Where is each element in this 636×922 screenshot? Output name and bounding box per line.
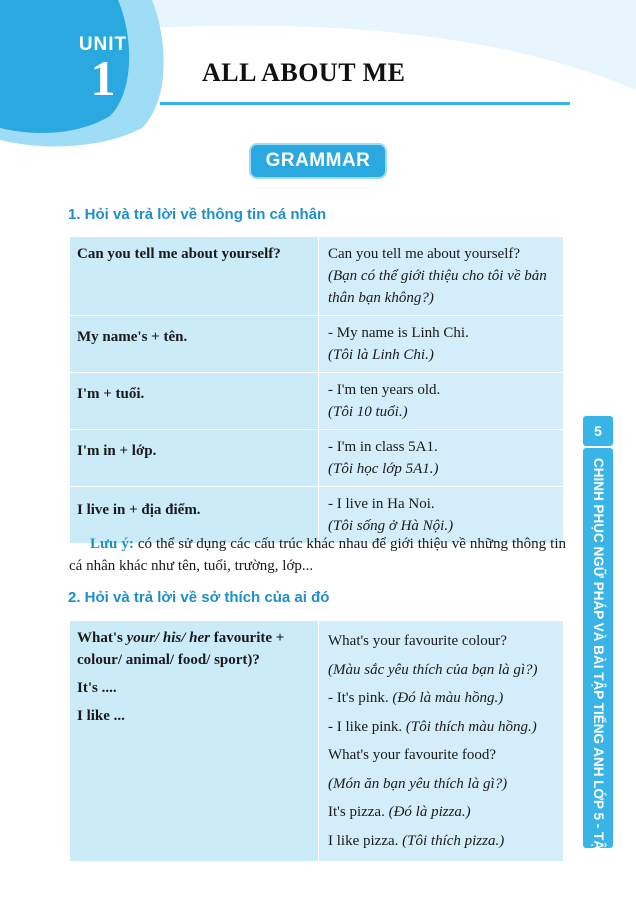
- example-part: I like pizza.: [328, 832, 403, 849]
- example-cell: [319, 621, 564, 862]
- example-text: What's your favourite food?: [328, 747, 497, 763]
- translation-text: (Bạn có thể giới thiệu cho tôi về bản thân bạn không?): [328, 268, 547, 306]
- unit-title: ALL ABOUT ME: [202, 58, 406, 87]
- note-text: có thể sử dụng các cấu trúc khác nhau để giới thiệu về những thông tin cá nhân khác như tên, tuổi, trường, lớp...: [69, 536, 566, 574]
- table-row: [70, 621, 564, 862]
- structure-text: [77, 627, 311, 671]
- structure-text: My name's + tên.: [77, 329, 188, 345]
- unit-number: 1: [90, 50, 116, 106]
- book-title-vertical: CHINH PHỤC NGỮ PHÁP VÀ BÀI TẬP TIẾNG ANH LỚP 5 - TẬP 1: [591, 458, 606, 871]
- translation-text: (Tôi học lớp 5A1.): [328, 461, 439, 477]
- example-text: [328, 684, 554, 713]
- example-text: What's your favourite colour?: [328, 633, 507, 649]
- structure-cell: [70, 430, 319, 487]
- example-cell: [319, 430, 564, 487]
- example-cell: [319, 237, 564, 316]
- example-text: Can you tell me about yourself?: [328, 246, 521, 262]
- grammar-badge: GRAMMAR: [249, 143, 387, 179]
- title-rule: [160, 102, 570, 105]
- example-text: [328, 713, 554, 742]
- page-number: 5: [583, 416, 613, 446]
- example-part: - I like pink.: [328, 718, 406, 735]
- favourites-table: [69, 620, 564, 862]
- translation-part: (Tôi thích pizza.): [402, 832, 505, 849]
- table-row: [70, 430, 564, 487]
- note-paragraph: [69, 533, 566, 577]
- structure-text: Can you tell me about yourself?: [77, 246, 281, 262]
- translation-text: (Tôi là Linh Chi.): [328, 347, 434, 363]
- unit-label: UNIT: [78, 34, 128, 55]
- structure-cell: [70, 621, 319, 862]
- translation-text: (Tôi 10 tuổi.): [328, 404, 408, 420]
- translation-part: (Đó là pizza.): [388, 804, 471, 820]
- structure-cell: [70, 316, 319, 373]
- structure-part: favourite + colour/ animal/ food/ sport)?: [77, 630, 285, 668]
- example-text: [328, 798, 554, 827]
- structure-part: What's: [77, 630, 127, 646]
- example-part: - It's pink.: [328, 690, 393, 706]
- example-cell: [319, 316, 564, 373]
- example-text: - I'm in class 5A1.: [328, 439, 438, 455]
- structure-part: your/ his/ her: [126, 630, 210, 646]
- section-1-title: 1. Hỏi và trả lời về thông tin cá nhân: [68, 206, 327, 223]
- structure-text: I'm + tuổi.: [77, 386, 145, 402]
- section-2-title: 2. Hỏi và trả lời về sở thích của ai đó: [68, 589, 330, 606]
- structure-cell: [70, 373, 319, 430]
- personal-info-table: [69, 236, 564, 544]
- translation-text: (Món ăn bạn yêu thích là gì?): [328, 775, 508, 792]
- example-text: [328, 827, 554, 856]
- example-part: It's pizza.: [328, 804, 389, 820]
- example-cell: [319, 373, 564, 430]
- structure-text: I'm in + lớp.: [77, 443, 157, 459]
- table-row: [70, 237, 564, 316]
- table-row: [70, 373, 564, 430]
- translation-text: (Màu sắc yêu thích của bạn là gì?): [328, 661, 538, 678]
- structure-text: I like ...: [77, 708, 125, 724]
- translation-text: (Tôi sống ở Hà Nội.): [328, 518, 454, 534]
- structure-text: I live in + địa điểm.: [77, 502, 201, 518]
- structure-cell: [70, 237, 319, 316]
- table-row: [70, 316, 564, 373]
- note-label: Lưu ý:: [90, 536, 134, 552]
- example-text: - I live in Ha Noi.: [328, 496, 435, 512]
- example-text: - My name is Linh Chi.: [328, 325, 469, 341]
- translation-part: (Tôi thích màu hồng.): [405, 718, 537, 735]
- translation-part: (Đó là màu hồng.): [392, 690, 504, 706]
- example-text: - I'm ten years old.: [328, 382, 441, 398]
- structure-text: It's ....: [77, 680, 117, 696]
